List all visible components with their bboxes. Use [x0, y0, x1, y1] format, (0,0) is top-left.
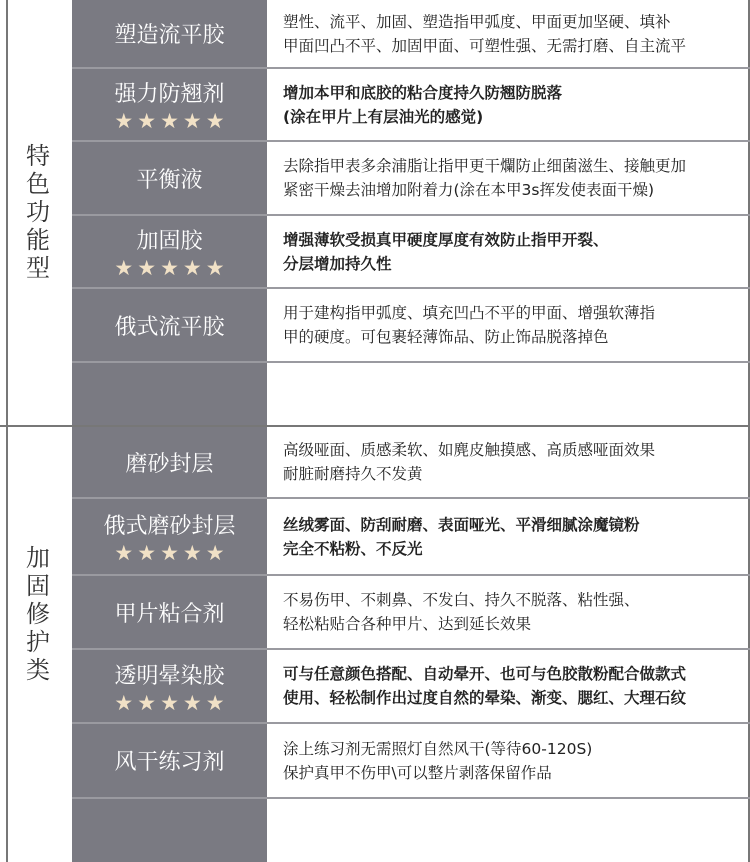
table-row	[72, 576, 750, 650]
table-row	[72, 289, 750, 363]
star-icon: ★	[205, 109, 225, 133]
product-name-text: 俄式磨砂封层	[103, 514, 236, 539]
product-name	[72, 289, 267, 361]
product-name-text: 俄式流平胶	[114, 314, 225, 340]
star-icon: ★	[137, 690, 157, 715]
product-name-text: 磨砂封层	[125, 451, 214, 477]
star-icon: ★	[114, 690, 134, 715]
table-row-empty	[72, 799, 750, 862]
desc-line: 可与任意颜色搭配、自动晕开、也可与色胶散粉配合做款式	[283, 665, 687, 683]
table-row	[72, 499, 750, 576]
table-row	[72, 427, 750, 499]
table-row-empty	[72, 363, 750, 425]
table-row	[72, 216, 750, 289]
product-name-text: 加固胶	[136, 229, 203, 254]
product-name	[72, 69, 267, 140]
desc-line: 塑性、流平、加固、塑造指甲弧度、甲面更加坚硬、填补	[283, 12, 671, 31]
star-icon: ★	[182, 109, 202, 133]
star-rating	[114, 542, 224, 564]
star-rating	[114, 692, 224, 714]
desc-line: 使用、轻松制作出过度自然的晕染、渐变、腮红、大理石纹	[283, 689, 687, 707]
star-rating	[114, 257, 224, 279]
product-desc	[283, 69, 742, 140]
star-icon: ★	[114, 256, 134, 280]
star-icon: ★	[205, 256, 225, 280]
star-icon: ★	[160, 256, 179, 280]
desc-line: (涂在甲片上有层油光的感觉)	[283, 107, 484, 126]
section-label-text: 加固修护类	[21, 544, 50, 685]
star-icon: ★	[182, 256, 202, 280]
star-icon: ★	[137, 109, 157, 133]
desc-line: 不易伤甲、不刺鼻、不发白、持久不脱落、粘性强、	[283, 591, 640, 609]
section-label	[0, 427, 72, 802]
desc-line: 去除指甲表多余浦脂让指甲更干爛防止细菌滋生、接触更加	[283, 157, 687, 175]
desc-line: 紧密干燥去油增加附着力(涂在本甲3s挥发使表面干燥)	[283, 181, 655, 199]
product-name-text: 透明晕染胶	[114, 663, 225, 689]
desc-line: 增强薄软受损真甲硬度厚度有效防止指甲开裂、	[283, 230, 609, 249]
product-name-text: 甲片粘合剂	[114, 601, 225, 627]
desc-line: 完全不粘粉、不反光	[283, 539, 423, 558]
product-desc	[283, 0, 742, 67]
product-desc	[283, 576, 742, 648]
section-repair	[0, 427, 750, 862]
section-label	[0, 0, 72, 425]
product-name	[72, 650, 267, 722]
product-name	[72, 0, 267, 67]
star-icon: ★	[114, 109, 134, 133]
section-label-text: 特色功能型	[21, 142, 50, 283]
star-icon: ★	[160, 541, 179, 565]
product-desc	[283, 289, 742, 361]
product-desc	[283, 499, 742, 574]
star-icon: ★	[182, 541, 202, 565]
star-icon: ★	[137, 256, 157, 280]
desc-line: 轻松粘贴合各种甲片、达到延长效果	[283, 615, 532, 633]
product-desc	[283, 216, 742, 287]
desc-line: 分层增加持久性	[283, 254, 392, 273]
table-row	[72, 142, 750, 216]
desc-line: 丝绒雾面、防刮耐磨、表面哑光、平滑细腻涂魔镜粉	[283, 515, 640, 534]
table-row	[72, 69, 750, 142]
desc-line: 甲面凹凸不平、加固甲面、可塑性强、无需打磨、自主流平	[283, 36, 687, 55]
product-name-text: 风干练习剂	[114, 750, 225, 775]
product-desc	[283, 650, 742, 722]
desc-line: 甲的硬度。可包裹轻薄饰品、防止饰品脱落掉色	[283, 328, 609, 346]
desc-line: 用于建构指甲弧度、填充凹凸不平的甲面、增强软薄指	[283, 304, 656, 322]
star-icon: ★	[205, 541, 225, 565]
star-icon: ★	[182, 690, 202, 715]
star-icon: ★	[205, 690, 225, 715]
desc-line: 增加本甲和底胶的粘合度持久防翘防脱落	[283, 83, 563, 102]
product-desc	[283, 142, 742, 214]
product-desc	[283, 724, 742, 797]
product-name	[72, 427, 267, 497]
product-name-text: 平衡液	[136, 167, 203, 193]
star-rating	[114, 110, 224, 132]
desc-line: 保护真甲不伤甲\可以整片剥落保留作品	[283, 763, 552, 782]
desc-line: 耐脏耐磨持久不发黄	[283, 465, 423, 483]
product-name	[72, 142, 267, 214]
product-name-text: 塑造流平胶	[114, 23, 225, 48]
product-name	[72, 499, 267, 574]
desc-line: 涂上练习剂无需照灯自然风干(等待60-120S)	[283, 739, 593, 758]
product-name-text: 强力防翘剂	[114, 82, 225, 107]
product-name	[72, 576, 267, 648]
section-features	[0, 0, 750, 425]
star-icon: ★	[160, 690, 179, 715]
star-icon: ★	[114, 541, 134, 565]
product-desc	[283, 427, 742, 497]
table-row	[72, 650, 750, 724]
star-icon: ★	[160, 109, 179, 133]
table-row	[72, 724, 750, 799]
star-icon: ★	[137, 541, 157, 565]
table-row	[72, 0, 750, 69]
product-name	[72, 724, 267, 797]
desc-line: 高级哑面、质感柔软、如麂皮触摸感、高质感哑面效果	[283, 441, 656, 459]
product-name	[72, 216, 267, 287]
